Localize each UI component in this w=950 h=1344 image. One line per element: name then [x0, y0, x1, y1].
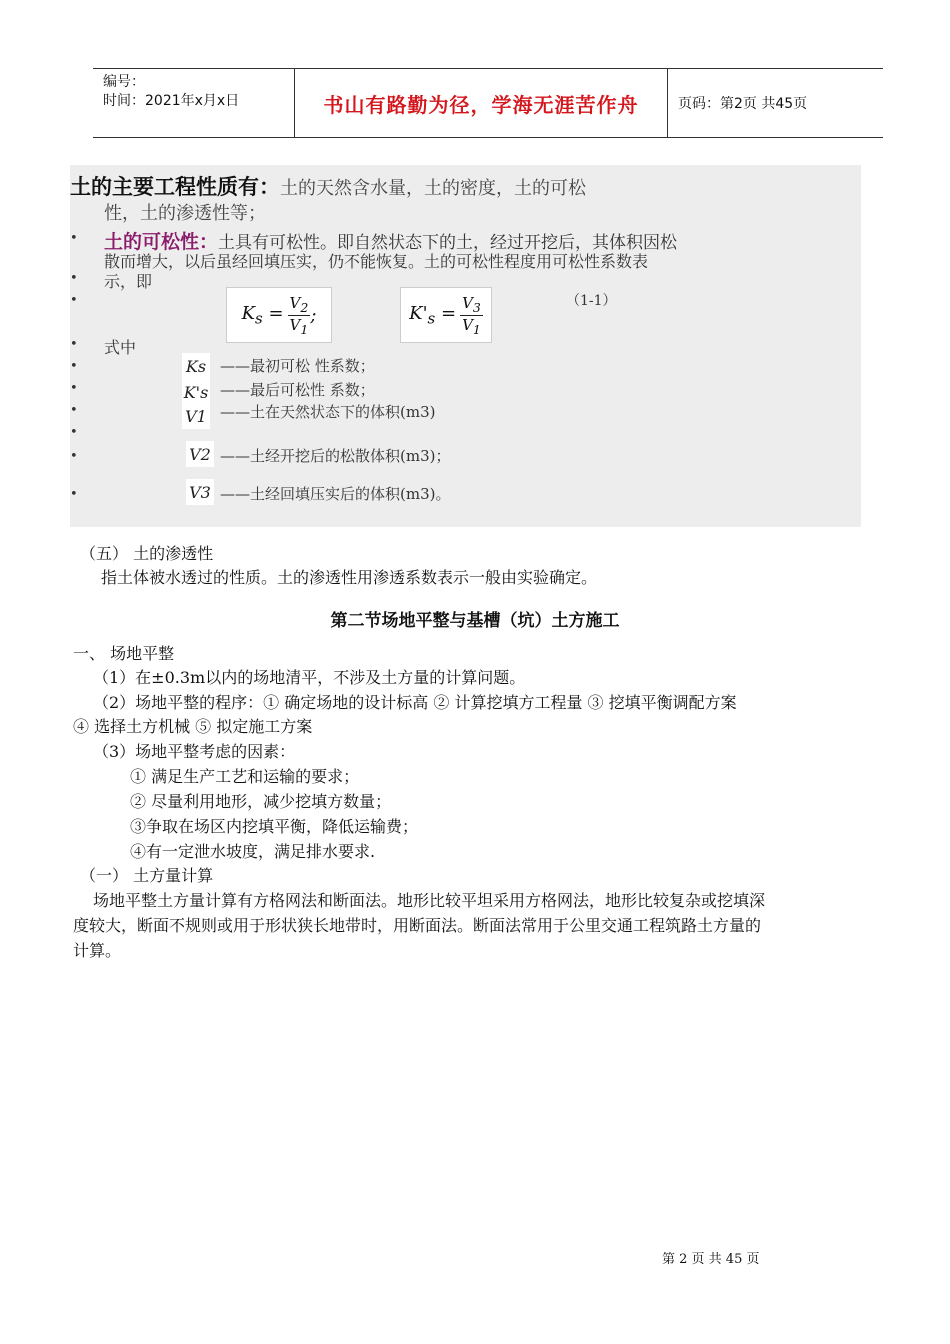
- figure-title-line2: 性，土的渗透性等；: [104, 203, 266, 224]
- figure-soil-looseness: [70, 165, 861, 527]
- bullet-dot: •: [70, 449, 78, 464]
- equation-number: （1-1）: [566, 293, 617, 309]
- bullet-dot: •: [70, 271, 78, 286]
- sub1-heading: （一） 土方量计算: [80, 866, 214, 885]
- para-line-2: 度较大，断面不规则或用于形状狭长地带时，用断面法。断面法常用于公里交通工程筑路土方量的: [73, 916, 762, 935]
- header-page-info: [668, 69, 883, 137]
- heading-one: 一、 场地平整: [73, 644, 175, 663]
- formula-ks: $K_s$ = $\frac{V_2}{V_1}$ ;: [226, 287, 332, 343]
- sec5-body: 指土体被水透过的性质。土的渗透性用渗透系数表示一般由实验确定。: [101, 568, 598, 587]
- figure-title-rest: 土的天然含水量，土的密度，土的可松: [280, 178, 586, 199]
- symbol-v3-desc: ——土经回填压实后的体积(m3)。: [220, 485, 451, 503]
- item-3: （3）场地平整考虑的因素：: [93, 742, 296, 761]
- symbol-ks-desc: ——最初可松 性系数；: [220, 357, 375, 375]
- factor-3: ③争取在场区内挖填平衡，降低运输费；: [130, 817, 419, 836]
- section-title: 第二节场地平整与基槽（坑）土方施工: [330, 611, 620, 631]
- time-label: 时间：2021年x月x日: [103, 93, 240, 109]
- para-line-1: 场地平整土方量计算有方格网法和断面法。地形比较平坦采用方格网法，地形比较复杂或挖填深: [93, 891, 766, 910]
- figure-p3: 示，即: [104, 272, 153, 291]
- formula-ks-prime: $K'_s$ = $\frac{V_3}{V_1}$: [400, 287, 492, 343]
- bullet-dot: •: [70, 293, 78, 308]
- symbol-v2: V2: [186, 441, 214, 467]
- figure-p2: 散而增大，以后虽经回填压实，仍不能恢复。土的可松性程度用可松性系数表: [104, 252, 649, 271]
- symbol-v3: V3: [186, 479, 214, 505]
- bullet-dot: •: [70, 337, 78, 352]
- page-footer: 第 2 页 共 45 页: [662, 1252, 760, 1267]
- header-motto-cell: [294, 69, 668, 137]
- figure-title-bold: 土的主要工程性质有：: [70, 174, 280, 199]
- item-2b: ④ 选择土方机械 ⑤ 拟定施工方案: [73, 717, 313, 736]
- item-1: （1）在±0.3m以内的场地清平，不涉及土方量的计算问题。: [93, 668, 526, 687]
- bullet-dot: •: [70, 381, 78, 396]
- page-header: [93, 68, 883, 138]
- bullet-dot: •: [70, 359, 78, 374]
- symbol-ks-prime: K's: [182, 379, 210, 405]
- bullet-dot: •: [70, 425, 78, 440]
- symbol-v1: V1: [182, 403, 210, 429]
- bullet-dot: •: [70, 487, 78, 502]
- item-2a: （2）场地平整的程序：① 确定场地的设计标高 ② 计算挖填方工程量 ③ 挖填平衡调配方案: [93, 693, 737, 712]
- symbol-v1-desc: ——土在天然状态下的体积(m3): [220, 403, 436, 421]
- bullet-dot: •: [70, 403, 78, 418]
- factor-2: ② 尽量利用地形，减少挖填方数量；: [130, 792, 392, 811]
- motto: 书山有路勤为径，学海无涯苦作舟: [323, 92, 639, 117]
- page-info: 页码：第2页 共45页: [678, 96, 808, 112]
- factor-1: ① 满足生产工艺和运输的要求；: [130, 767, 360, 786]
- where-label: 式中: [104, 338, 137, 357]
- symbol-v2-desc: ——土经开挖后的松散体积(m3)；: [220, 447, 451, 465]
- header-meta: [93, 69, 294, 137]
- figure-p1-bold: 土的可松性：: [104, 231, 219, 253]
- factor-4: ④有一定泄水坡度，满足排水要求.: [130, 842, 376, 861]
- bullet-dot: •: [70, 231, 78, 246]
- figure-p1-rest: 土具有可松性。即自然状态下的土，经过开挖后，其体积因松: [218, 233, 678, 253]
- para-line-3: 计算。: [73, 941, 122, 960]
- sec5-heading: （五） 土的渗透性: [80, 544, 214, 563]
- number-label: 编号：: [103, 74, 145, 90]
- symbol-ks: Ks: [182, 353, 210, 379]
- symbol-ks-prime-desc: ——最后可松性 系数；: [220, 381, 375, 399]
